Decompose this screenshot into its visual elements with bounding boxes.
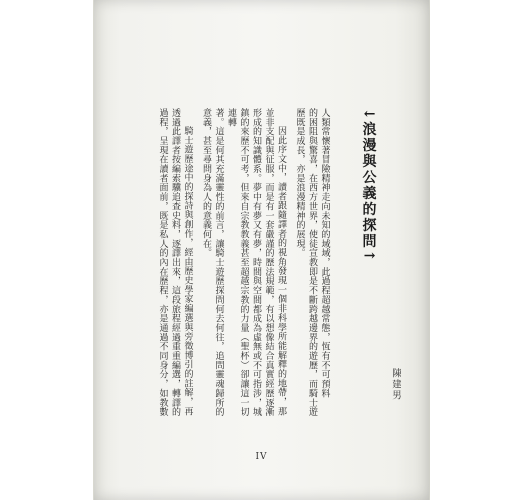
text-column: 因此序文中，讀者跟隨譯者的視角發現一個非科學所能解釋的地帶，那 <box>276 126 286 416</box>
book-page <box>93 0 430 500</box>
text-column: 意義，甚至尋問身為人的意義何在。 <box>201 108 211 258</box>
text-column: 並非支配與征服，而是有一套嚴謹的歷法規範，有以想像結合真實經歷逐漸 <box>263 108 274 417</box>
text-column: 騎士遊歷途中的探詩與創作，經由歷史學家編選與旁徵博引的註解，再 <box>182 126 193 416</box>
author-name: 陳建男 <box>390 368 401 401</box>
text-column: 過程，呈現在讀者面前，既是私人的內在歷程，亦是通過不同身分，如教數 <box>157 108 168 417</box>
text-column: 著。這是何其充滿靈性的前言，讓騎士遊歷探問何去何往，追問靈魂歸所的 <box>213 108 224 417</box>
text-column: 人類常懷著冒險精神走向未知的域域，此過程超越常態，恆有不可預料 <box>319 108 330 398</box>
text-column: 形成的知識體系。夢中有夢又有夢，時間與空間都成為虛無或不可指涉，城 <box>251 108 261 417</box>
essay-title: ↓浪漫與公義的探問↑ <box>360 108 377 264</box>
text-column: 歷既是成長，亦是浪漫精神的展現。 <box>294 108 305 258</box>
text-column: 透過此譯者按編索驥追查史料，逐譯出來，這段旅程經過重重編選，轉譯的 <box>170 108 180 417</box>
page-number: IV <box>255 452 268 462</box>
vertical-text-block <box>156 108 405 418</box>
text-column: 的困阻與驚喜，在西方世界，使徒宣教即是不斷跨越邊界的遊歷，而騎士遊 <box>307 108 317 417</box>
text-column: 鎮的來歷不可考，但來自宗教教義甚至超越宗教的力量（聖杯）卻讓這一切連轉 <box>226 108 249 417</box>
